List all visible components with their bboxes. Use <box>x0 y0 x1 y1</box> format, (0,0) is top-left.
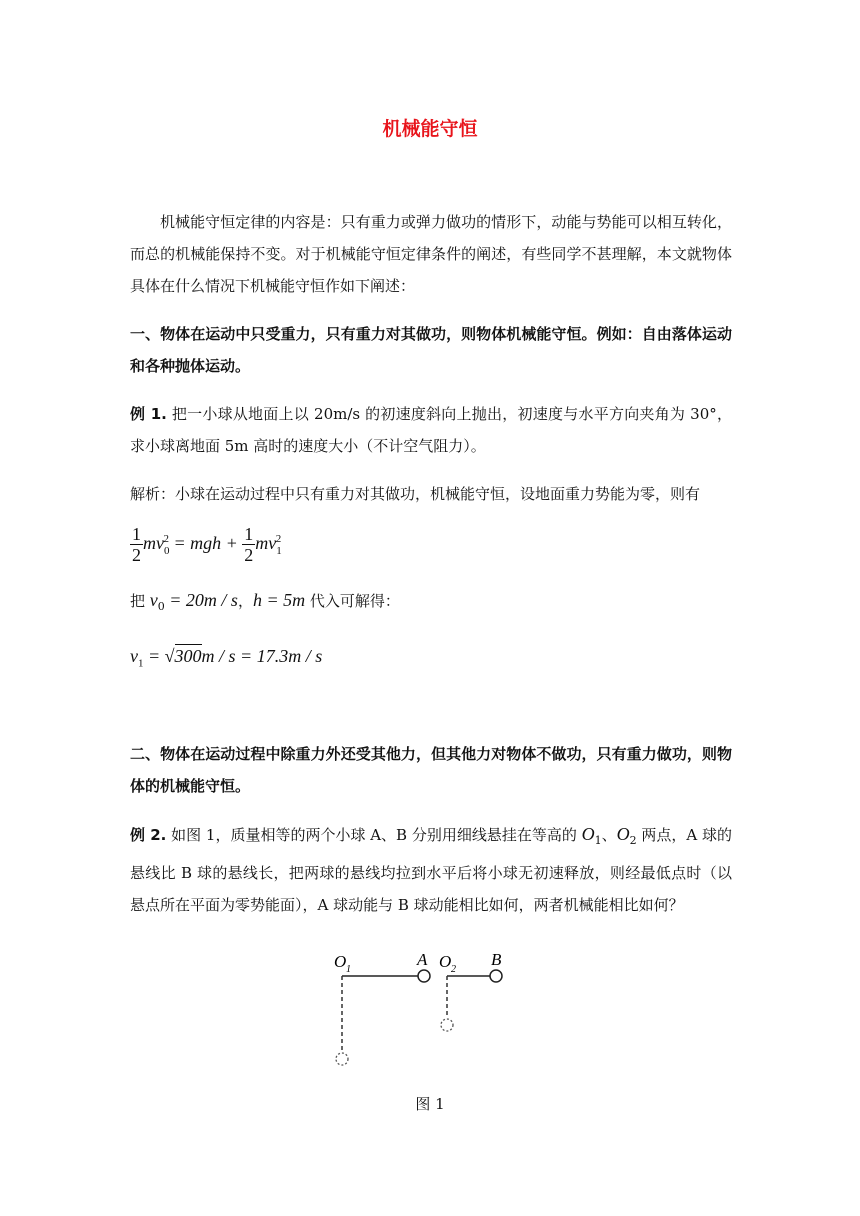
example-1-text: 把一小球从地面上以 20m/s 的初速度斜向上抛出，初速度与水平方向夹角为 30°，求小球离地面 5m 高时的速度大小（不计空气阻力）。 <box>130 405 732 455</box>
result-equation: $v_1 = √300m / s = 17.3m / s$ <box>130 646 323 670</box>
example-1-label: 例 1. <box>130 405 167 423</box>
ball-a-lowest <box>336 1053 348 1065</box>
label-o2: O <box>439 952 452 971</box>
half-fraction-right: $\frac{1}{2}$ <box>244 524 254 566</box>
intro-paragraph: 机械能守恒定律的内容是：只有重力或弹力做功的情形下，动能与势能可以相互转化，而总的机械能保持不变。对于机械能守恒定律条件的阐述，有些同学不甚理解，本文就物体具体在什么情况下机械能守恒作如下阐述： <box>130 213 732 295</box>
eq-middle: = mgh + <box>169 533 243 553</box>
label-o1-sub: 1 <box>346 964 351 975</box>
energy-equation: $\frac{1}{2}$ $mv_0^2$ = mgh + $\frac{1}{2}$ $mv_1^2$ <box>132 524 282 566</box>
section-2-heading: 二、物体在运动过程中除重力外还受其他力，但其他力对物体不做功，只有重力做功，则物体的机械能守恒。 <box>130 745 732 795</box>
substitution-line: 把 $v_0 = 20m / s$，h = 5m 代入可解得： <box>130 590 400 613</box>
ball-b-lowest <box>441 1019 453 1031</box>
label-o1: O <box>334 952 347 971</box>
section-1-heading: 一、物体在运动中只受重力，只有重力对其做功，则物体机械能守恒。例如：自由落体运动和各种抛体运动。 <box>130 325 732 375</box>
eq-rhs: mv <box>255 533 277 553</box>
figure-1-diagram <box>320 948 520 1073</box>
analysis-text: 解析：小球在运动过程中只有重力对其做功，机械能守恒，设地面重力势能为零，则有 <box>130 485 701 503</box>
document-title: 机械能守恒 <box>382 118 478 140</box>
example-2-label: 例 2. <box>130 826 167 844</box>
example-2-paragraph: 例 2. 如图 1，质量相等的两个小球 A、B 分别用细线悬挂在等高的 $O_1$、$O_2$ 两点，A 球的悬线比 B 球的悬线长，把两球的悬线均拉到水平后将小球无初速释放，则经最低点时（以悬点所在平面为零势能面），A 球动能与 B 球动能相比如何，两者机械能相比如何？ <box>130 824 733 914</box>
ball-b <box>490 970 502 982</box>
figure-1-caption: 图 1 <box>415 1095 445 1113</box>
example-1-paragraph <box>130 398 732 462</box>
sqrt-radicand: 300 <box>174 646 202 666</box>
label-a: A <box>417 950 428 969</box>
ball-a <box>418 970 430 982</box>
label-b: B <box>491 950 502 969</box>
label-o2-sub: 2 <box>451 964 456 975</box>
eq-lhs: mv <box>143 533 164 553</box>
half-fraction-left: $\frac{1}{2}$ <box>132 524 141 566</box>
